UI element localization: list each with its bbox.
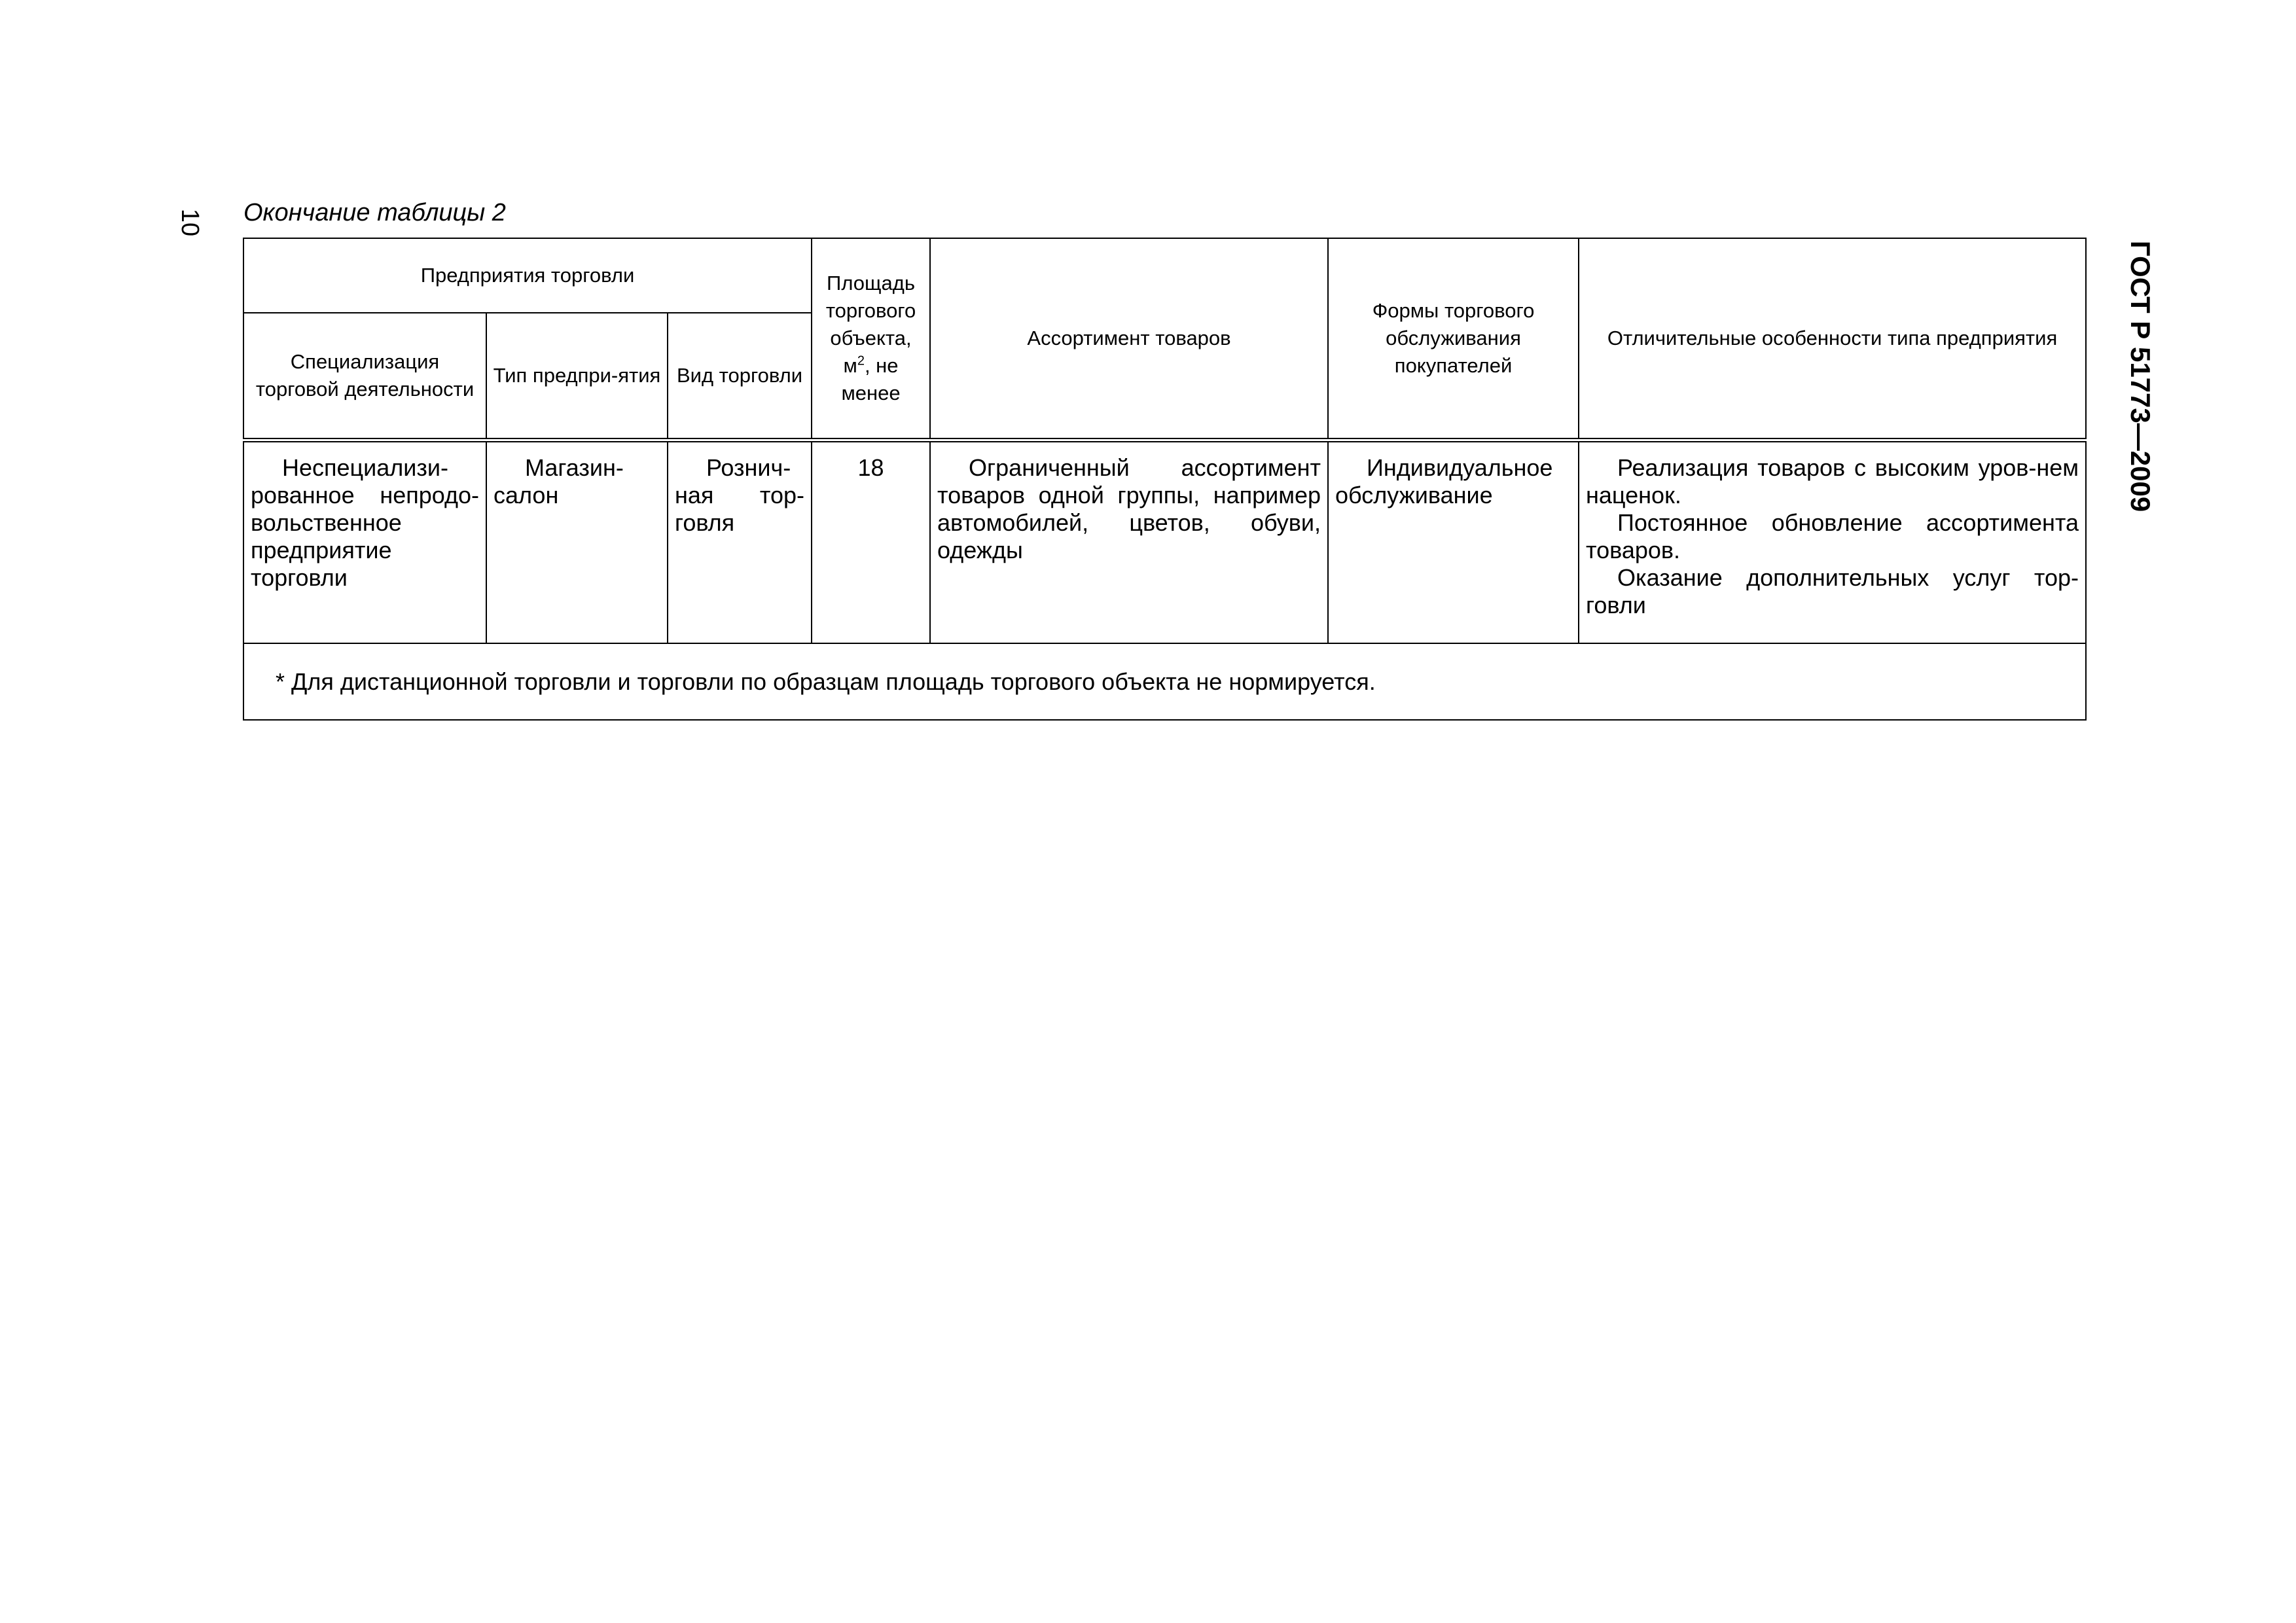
table-footnote: * Для дистанционной торговли и торговли по образцам площадь торгового объекта не нормируется. [243, 643, 2086, 720]
feature-item: Постоянное обновление ассортимента товаров. [1586, 509, 2079, 563]
cell-area: 18 [812, 440, 930, 644]
header-specialization: Специализация торговой деятельности [243, 313, 486, 440]
cell-kind [668, 440, 812, 644]
header-area [812, 238, 930, 440]
header-enterprises: Предприятия торговли [243, 238, 812, 313]
header-features: Отличительные особенности типа предприятия [1579, 238, 2086, 440]
cell-kind-text: Рознич-ная тор-говля [675, 454, 805, 536]
standard-code: ГОСТ Р 51773—2009 [2125, 240, 2156, 512]
table-caption: Окончание таблицы 2 [243, 199, 506, 226]
header-assortment: Ассортимент товаров [930, 238, 1328, 440]
header-area-tail: , не менее [841, 354, 901, 404]
feature-item: Оказание дополнительных услуг тор-говли [1586, 564, 2079, 618]
cell-assortment-text: Ограниченный ассортимент товаров одной группы, например автомобилей, цветов, обуви, одежды [937, 454, 1321, 563]
header-row [243, 238, 2086, 313]
cell-specialization-text: Неспециализи-рованное непродо-вольственное предприятие торговли [251, 454, 479, 591]
header-area-sup: 2 [857, 353, 865, 368]
header-service: Формы торгового обслуживания покупателей [1328, 238, 1579, 440]
cell-type-text: Магазин-салон [493, 454, 624, 508]
cell-service-text: Индивидуальное обслуживание [1335, 454, 1553, 508]
cell-assortment [930, 440, 1328, 644]
cell-type [486, 440, 668, 644]
cell-features [1579, 440, 2086, 644]
trade-enterprises-table [243, 238, 2087, 721]
header-area-text: Площадь торгового объекта, м [825, 272, 916, 377]
header-kind: Вид торговли [668, 313, 812, 440]
page-number: 10 [176, 208, 204, 237]
cell-specialization [243, 440, 486, 644]
header-type: Тип предпри-ятия [486, 313, 668, 440]
feature-item: Реализация товаров с высоким уров-нем наценок. [1586, 454, 2079, 508]
cell-service [1328, 440, 1579, 644]
footnote-row [243, 643, 2086, 720]
table-row [243, 440, 2086, 644]
